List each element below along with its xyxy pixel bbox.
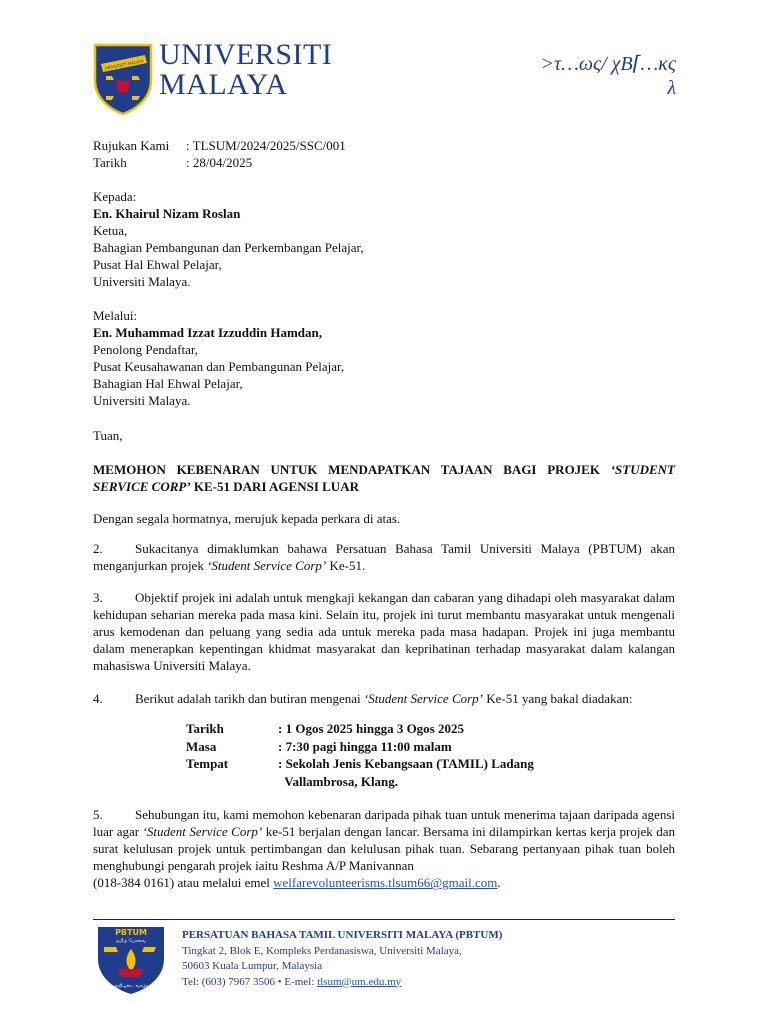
paragraph-2: 2. Sukacitanya dimaklumkan bahawa Persatuan Bahasa Tamil Universiti Malaya (PBTUM) akan menganjurkan projek ‘Student Service Corp’ Ke-51.: [93, 541, 675, 574]
detail-row: Tempat : Sekolah Jenis Kebangsaan (TAMIL) Ladang: [186, 756, 534, 771]
opening-line: Dengan segala hormatnya, merujuk kepada perkara di atas.: [93, 511, 401, 526]
svg-text:தமிழ் பேரவை: தமிழ் பேரவை: [116, 939, 146, 944]
via-name: En. Muhammad Izzat Izzuddin Hamdan,: [93, 325, 322, 340]
letter-title: MEMOHON KEBENARAN UNTUK MENDAPATKAN TAJAAN BAGI PROJEK ‘STUDENT SERVICE CORP’ KE-51 DARI AGENSI LUAR: [93, 462, 675, 494]
detail-row: Tarikh : 1 Ogos 2025 hingga 3 Ogos 2025: [186, 721, 464, 736]
detail-row: Vallambrosa, Klang.: [278, 773, 399, 789]
event-details: [186, 720, 534, 790]
paragraph-5: 5. Sehubungan itu, kami memohon kebenaran daripada pihak tuan untuk menerima tajaan daripada agensi luar agar ‘Student Service Corp’ ke-51 berjalan dengan lancar. Bersama ini dilampirkan kertas kerja projek dan surat kelulusan projek untuk pertimbangan dan kelulusan pihak tuan. Sebarang pertanyaan pihak tuan boleh menghubungi pengarah projek iaitu Reshma A/P Manivannan (018-384 0161) atau melalui emel welfarevolunteerisms.tlsum66@gmail.com.: [93, 807, 675, 891]
paragraph-3: 3. Objektif projek ini adalah untuk mengkaji kekangan dan cabaran yang dihadapi oleh masyarakat dalam kehidupan seharian mereka pada masa kini. Selain itu, projek ini turut membantu masyarakat untuk mengenali arus kemodenan dan peluang yang sedia ada untuk mereka pada masa hadapan. Projek ini juga membantu dalam menerapkan kepentingan khidmat masyarakat dan keprihatinan terhadap masyarakat dalam kalangan mahasiswa Universiti Malaya.: [93, 590, 675, 674]
detail-row: Masa : 7:30 pagi hingga 11:00 malam: [186, 738, 452, 754]
footer-divider: [93, 919, 675, 920]
university-name: UNIVERSITI MALAYA: [159, 38, 333, 101]
svg-text:UNIVERSITI MALAYA: UNIVERSITI MALAYA: [104, 58, 144, 71]
recipient-block: Kepada: En. Khairul Nizam Roslan Ketua, Bahagian Pembangunan dan Perkembangan Pelajar, Pusat Hal Ehwal Pelajar, Universiti Malaya.: [93, 189, 364, 289]
universiti-malaya-crest: [92, 42, 154, 116]
footer-org-name: PERSATUAN BAHASA TAMIL UNIVERSITI MALAYA (PBTUM): [182, 929, 503, 941]
svg-text:அறிவுடை வாழ்க: அறிவுடை வாழ்க: [113, 984, 149, 989]
university-script-name: >τ…ως/ χΒ⌈…κς λ: [540, 53, 676, 99]
svg-text:PBTUM: PBTUM: [115, 928, 147, 937]
project-email-link[interactable]: welfarevolunteerisms.tlsum66@gmail.com: [273, 875, 498, 891]
footer-email-link[interactable]: tlsum@um.edu.my: [317, 975, 402, 988]
footer-address: PERSATUAN BAHASA TAMIL UNIVERSITI MALAYA (PBTUM) Tingkat 2, Blok E, Kompleks Perdanasiswa, Universiti Malaya, 50603 Kuala Lumpur, Malaysia Tel: (603) 7967 3506 • E-mel: tlsum@um.edu.my: [182, 929, 503, 988]
paragraph-4: 4. Berikut adalah tarikh dan butiran mengenai ‘Student Service Corp’ Ke-51 yang bakal diadakan:: [93, 691, 633, 706]
recipient-name: En. Khairul Nizam Roslan: [93, 206, 241, 221]
via-block: Melalui: En. Muhammad Izzat Izzuddin Hamdan, Penolong Pendaftar, Pusat Keusahawanan dan Pembangunan Pelajar, Bahagian Hal Ehwal Pelajar, Universiti Malaya.: [93, 308, 345, 408]
reference-block: Rujukan Kami : TLSUM/2024/2025/SSC/001 Tarikh : 28/04/2025: [93, 138, 346, 170]
pbtum-logo: [96, 925, 166, 995]
salutation: Tuan,: [93, 428, 123, 443]
